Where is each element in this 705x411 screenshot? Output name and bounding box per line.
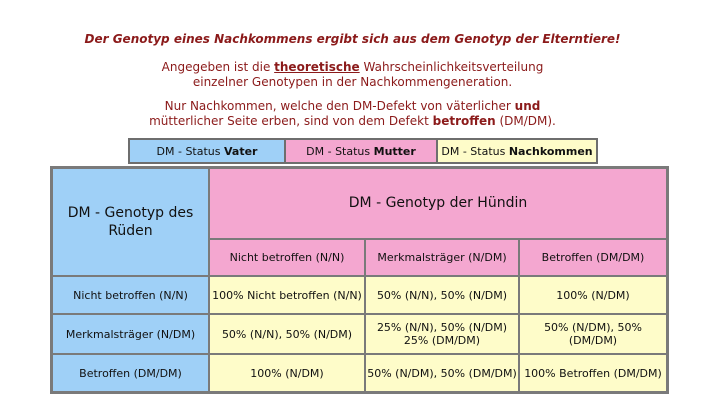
row-header: Merkmalsträger (N/DM) bbox=[52, 314, 209, 354]
cell-line2: 25% (DM/DM) bbox=[403, 334, 481, 347]
p1-emphasis: theoretische bbox=[274, 60, 360, 74]
table-cell: 50% (N/DM), 50% (DM/DM) bbox=[519, 314, 667, 354]
table-cell: 50% (N/DM), 50% (DM/DM) bbox=[365, 354, 519, 392]
headline: Der Genotyp eines Nachkommens ergibt sich aus dem Genotyp der Elterntiere! bbox=[84, 32, 621, 46]
legend-mutter bbox=[285, 139, 437, 163]
intro-paragraph-1 bbox=[0, 60, 705, 90]
cell-line1: 25% (N/N), 50% (N/DM) bbox=[376, 321, 508, 334]
table-row bbox=[52, 276, 667, 314]
intro-paragraph-2 bbox=[0, 99, 705, 129]
column-header: Betroffen (DM/DM) bbox=[519, 239, 667, 276]
table-row bbox=[52, 314, 667, 354]
legend-vater-label: Vater bbox=[224, 144, 258, 158]
corner-line1: DM - Genotyp des bbox=[67, 205, 194, 221]
legend-nachkommen-label: Nachkommen bbox=[508, 144, 593, 158]
legend-nachkommen bbox=[437, 139, 597, 163]
table-cell: 50% (N/N), 50% (N/DM) bbox=[365, 276, 519, 314]
legend-nachkommen-prefix: DM - Status bbox=[441, 144, 509, 158]
legend-vater bbox=[129, 139, 285, 163]
legend-mutter-prefix: DM - Status bbox=[306, 144, 374, 158]
p2-bold-und: und bbox=[514, 99, 541, 113]
table-cell: 50% (N/N), 50% (N/DM) bbox=[209, 314, 365, 354]
table-cell: 100% Betroffen (DM/DM) bbox=[519, 354, 667, 392]
p2-bold-betroffen: betroffen bbox=[432, 114, 496, 128]
table-cell bbox=[365, 314, 519, 354]
legend-mutter-label: Mutter bbox=[373, 144, 416, 158]
corner-header bbox=[52, 168, 209, 276]
table-cell: 100% (N/DM) bbox=[209, 354, 365, 392]
p1-text-a: Angegeben ist die bbox=[161, 60, 275, 74]
row-header: Nicht betroffen (N/N) bbox=[52, 276, 209, 314]
p2-line2-b: (DM/DM). bbox=[495, 114, 556, 128]
table-cell: 100% Nicht betroffen (N/N) bbox=[209, 276, 365, 314]
p2-line2-a: mütterlicher Seite erben, sind von dem Defekt bbox=[149, 114, 433, 128]
column-header: Merkmalsträger (N/DM) bbox=[365, 239, 519, 276]
legend-vater-prefix: DM - Status bbox=[156, 144, 224, 158]
genotype-table bbox=[50, 166, 669, 394]
row-header: Betroffen (DM/DM) bbox=[52, 354, 209, 392]
table-row bbox=[52, 354, 667, 392]
column-header: Nicht betroffen (N/N) bbox=[209, 239, 365, 276]
p1-line2: einzelner Genotypen in der Nachkommengeneration. bbox=[192, 75, 513, 89]
table-cell: 100% (N/DM) bbox=[519, 276, 667, 314]
p2-text-a: Nur Nachkommen, welche den DM-Defekt von väterlicher bbox=[164, 99, 515, 113]
p1-text-b: Wahrscheinlichkeitsverteilung bbox=[359, 60, 544, 74]
female-genotype-header: DM - Genotyp der Hündin bbox=[209, 168, 667, 239]
legend-table bbox=[128, 138, 598, 164]
corner-line2: Rüden bbox=[108, 223, 153, 239]
